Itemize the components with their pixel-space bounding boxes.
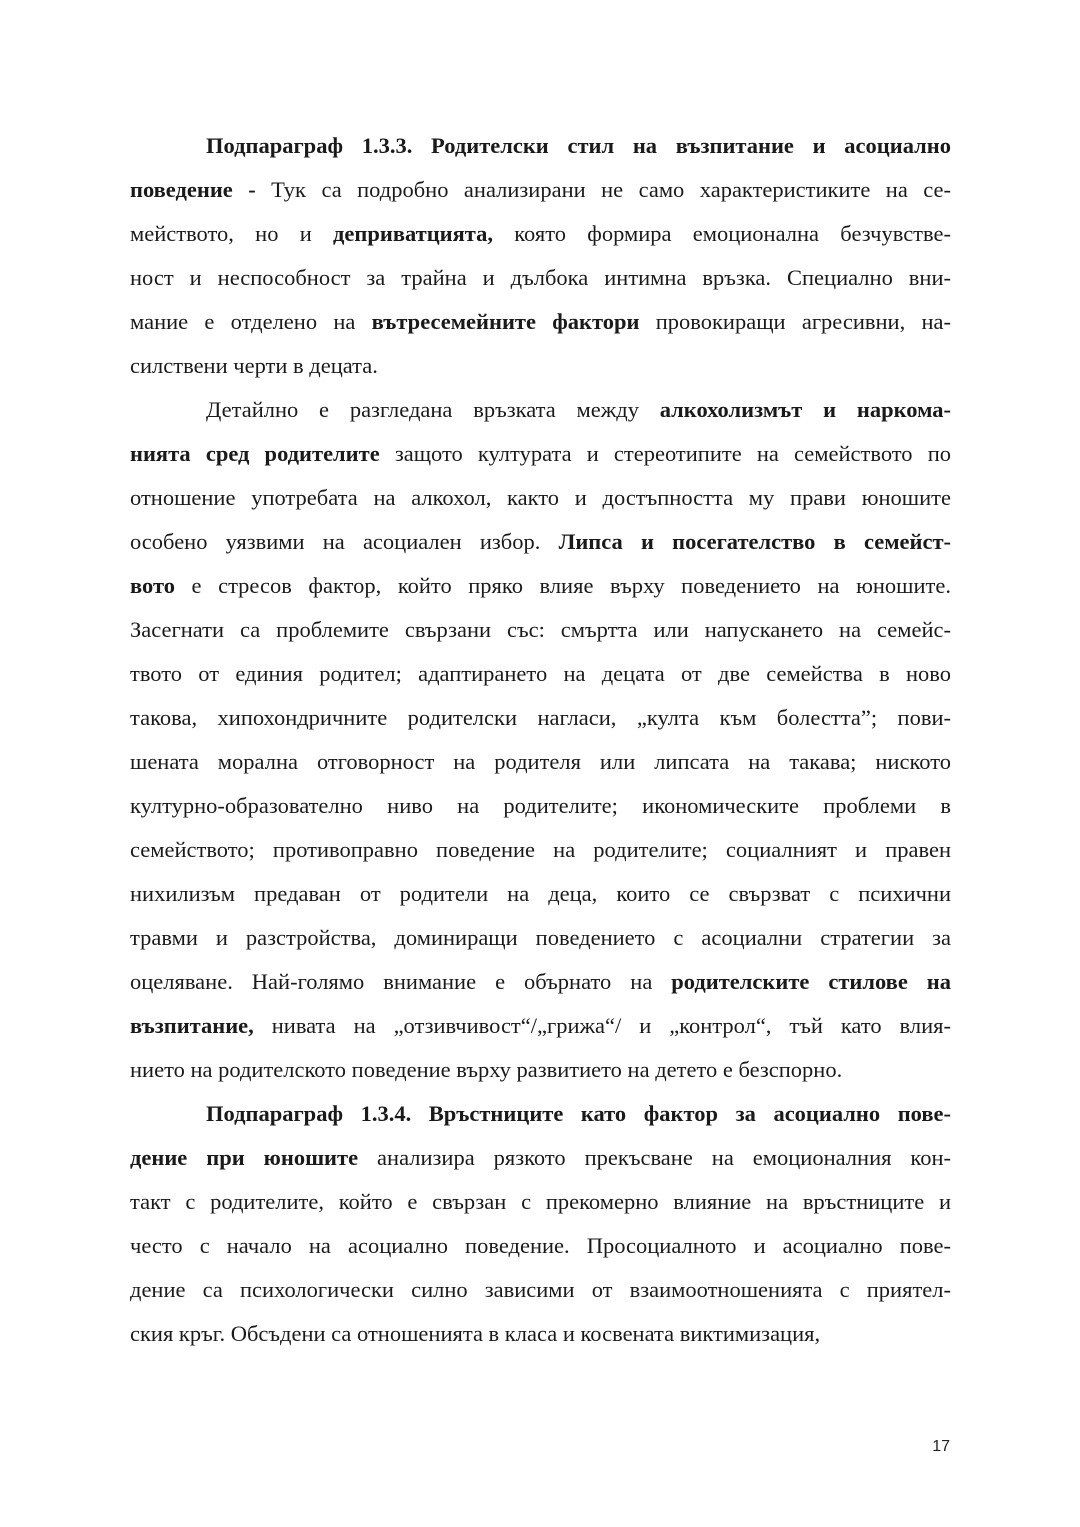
- text-run: Засегнати са проблемите свързани със: смъртта или напускането на семейс-: [130, 617, 951, 642]
- text-run: нието на родителското поведение върху развитието на детето е безспорно.: [130, 1057, 843, 1082]
- text-line: [130, 835, 951, 865]
- text-line: [130, 307, 951, 337]
- bold-text: вото: [130, 573, 175, 598]
- text-line: [130, 747, 951, 777]
- text-line: [130, 879, 951, 909]
- text-line: [130, 1187, 951, 1217]
- text-run: културно-образователно ниво на родителите; икономическите проблеми в: [130, 793, 951, 818]
- text-line: [130, 351, 951, 381]
- text-line: [130, 1055, 951, 1085]
- text-run: често с начало на асоциално поведение. Просоциалното и асоциално пове-: [130, 1233, 951, 1258]
- text-line: [130, 571, 951, 601]
- text-run: отношение употребата на алкохол, както и достъпността му прави юношите: [130, 485, 951, 510]
- text-run: такт с родителите, който е свързан с прекомерно влияние на връстниците и: [130, 1189, 951, 1214]
- text-run: оцеляване. Най-голямо внимание е обърнато на: [130, 969, 672, 994]
- text-line: [130, 1319, 951, 1349]
- text-line: [130, 1231, 951, 1261]
- text-run: семейството; противоправно поведение на родителите; социалният и правен: [130, 837, 951, 862]
- text-line: [130, 923, 951, 953]
- text-run: твото от единия родител; адаптирането на децата от две семейства в ново: [130, 661, 951, 686]
- bold-text: нията сред родителите: [130, 441, 380, 466]
- text-run: особено уязвими на асоциален избор.: [130, 529, 559, 554]
- text-run: ския кръг. Обсъдени са отношенията в класа и косвената виктимизация,: [130, 1321, 821, 1346]
- text-line: [206, 395, 951, 425]
- text-run: такова, хипохондричните родителски нагласи, „култа към болестта”; пови-: [130, 705, 951, 730]
- bold-text: възпитание,: [130, 1013, 254, 1038]
- text-run: дение са психологически силно зависими от взаимоотношенията с приятел-: [130, 1277, 951, 1302]
- bold-text: вътресемейните фактори: [371, 309, 640, 334]
- text-line: [130, 791, 951, 821]
- text-line: [130, 967, 951, 997]
- text-line: [130, 1143, 951, 1173]
- bold-text: родителските стилове на: [671, 969, 951, 994]
- text-run: нивата на „отзивчивост“/„грижа“/ и „контрол“, тъй като влия-: [253, 1013, 951, 1038]
- text-run: защото културата и стереотипите на семейството по: [379, 441, 951, 466]
- text-run: травми и разстройства, доминиращи поведението с асоциални стратегии за: [130, 925, 951, 950]
- text-line: [130, 175, 951, 205]
- text-line: [130, 1011, 951, 1041]
- text-line: [130, 527, 951, 557]
- text-run: Детайлно е разгледана връзката между: [206, 397, 660, 422]
- text-line: [130, 439, 951, 469]
- bold-text: деприватцията,: [333, 221, 493, 246]
- text-line: [130, 219, 951, 249]
- text-run: е стресов фактор, който пряко влияе върху поведението на юношите.: [174, 573, 951, 598]
- text-run: провокиращи агресивни, на-: [639, 309, 951, 334]
- text-line: [130, 703, 951, 733]
- text-run: ност и неспособност за трайна и дълбока интимна връзка. Специално вни-: [130, 265, 951, 290]
- text-line: [130, 263, 951, 293]
- text-run: която формира емоционална безчувстве-: [493, 221, 951, 246]
- text-run: мание е отделено на: [130, 309, 372, 334]
- text-line: [130, 1275, 951, 1305]
- text-run: мейството, но и: [130, 221, 334, 246]
- bold-text: Подпараграф 1.3.4. Връстниците като фактор за асоциално пове-: [206, 1101, 951, 1126]
- page-number: 17: [932, 1438, 950, 1455]
- bold-text: поведение -: [130, 177, 256, 202]
- text-run: силствени черти в децата.: [130, 353, 378, 378]
- text-line: [206, 131, 951, 161]
- text-line: [130, 615, 951, 645]
- bold-text: Липса и посегателство в семейст-: [558, 529, 951, 554]
- text-run: анализира рязкото прекъсване на емоционалния кон-: [358, 1145, 951, 1170]
- text-line: [206, 1099, 951, 1129]
- text-line: [130, 659, 951, 689]
- text-run: нихилизъм предаван от родители на деца, които се свързват с психични: [130, 881, 951, 906]
- bold-text: Подпараграф 1.3.3. Родителски стил на възпитание и асоциално: [206, 133, 951, 158]
- text-run: шената морална отговорност на родителя или липсата на такава; ниското: [130, 749, 951, 774]
- bold-text: алкохолизмът и наркома-: [659, 397, 951, 422]
- text-line: [130, 483, 951, 513]
- text-run: Тук са подробно анализирани не само характеристиките на се-: [255, 177, 951, 202]
- bold-text: дение при юношите: [130, 1145, 359, 1170]
